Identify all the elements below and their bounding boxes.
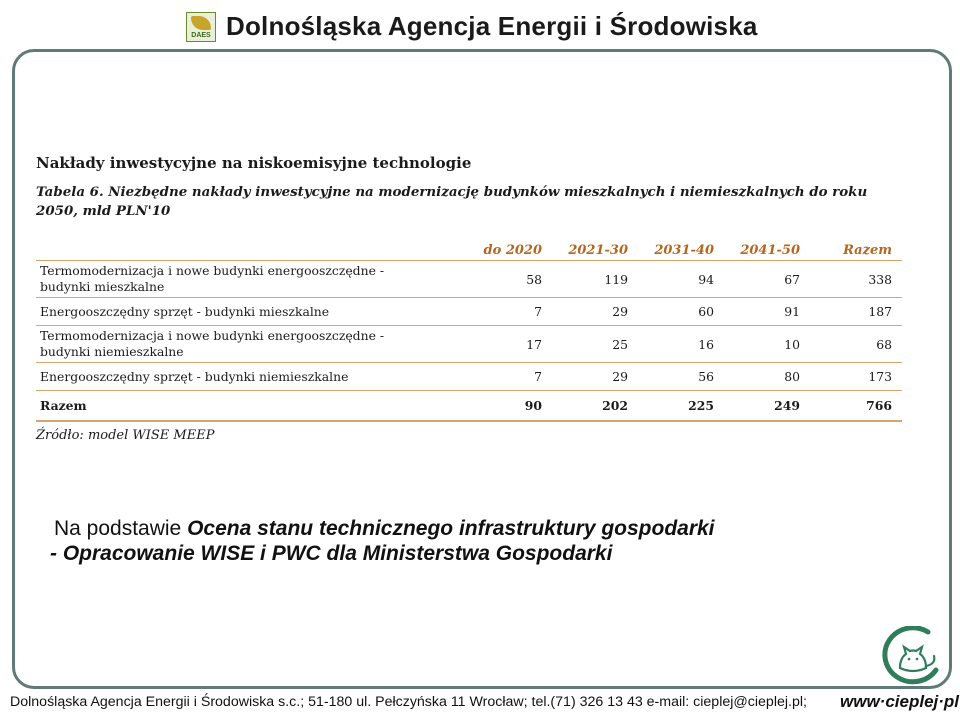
- daes-logo-icon: [186, 12, 216, 42]
- row-label-line-2: budynki niemieszkalne: [40, 344, 184, 359]
- note-title-line-1: Ocena stanu technicznego infrastruktury gospodarki: [187, 517, 715, 540]
- table-cell: 80: [724, 363, 810, 391]
- total-cell: 225: [638, 391, 724, 422]
- table-cell: 16: [638, 326, 724, 363]
- header-cell: 2031-40: [638, 240, 724, 261]
- table-cell: 68: [810, 326, 902, 363]
- row-label-line-1: Termomodernizacja i nowe budynki energooszczędne -: [40, 328, 385, 343]
- agency-title: Dolnośląska Agencja Energii i Środowiska: [226, 11, 758, 41]
- table-cell: 58: [466, 261, 552, 298]
- table-cell: 56: [638, 363, 724, 391]
- row-label: [36, 326, 466, 363]
- total-cell: 90: [466, 391, 552, 422]
- note-title-line-2: - Opracowanie WISE i PWC dla Ministerstwa Gospodarki: [50, 542, 613, 565]
- row-label-line-1: Energooszczędny sprzęt - budynki niemieszkalne: [40, 368, 349, 384]
- table-cell: 173: [810, 363, 902, 391]
- table-source: Źródło: model WISE MEEP: [36, 428, 215, 443]
- table-row: [36, 298, 902, 326]
- table-cell: 7: [466, 298, 552, 326]
- header-cell-label: [36, 240, 466, 261]
- row-label: [36, 261, 466, 298]
- table-total-row: [36, 391, 902, 422]
- total-cell: 766: [810, 391, 902, 422]
- footer-website-link[interactable]: www·cieplej·pl: [840, 692, 960, 711]
- investment-table: [36, 240, 902, 422]
- table-header-row: [36, 240, 902, 261]
- table-row: [36, 326, 902, 363]
- table-cell: 10: [724, 326, 810, 363]
- logo-text: DAES: [191, 32, 211, 39]
- row-label-line-1: Termomodernizacja i nowe budynki energooszczędne -: [40, 263, 385, 278]
- header-cell: Razem: [810, 240, 902, 261]
- table-cell: 25: [552, 326, 638, 363]
- table-cell: 29: [552, 363, 638, 391]
- row-label: [36, 363, 466, 391]
- table-cell: 67: [724, 261, 810, 298]
- total-label: Razem: [36, 391, 466, 422]
- table-cell: 7: [466, 363, 552, 391]
- header-cell: do 2020: [466, 240, 552, 261]
- table-row: [36, 261, 902, 298]
- table-cell: 91: [724, 298, 810, 326]
- table-cell: 187: [810, 298, 902, 326]
- table-cell: 338: [810, 261, 902, 298]
- header-cell: 2021-30: [552, 240, 638, 261]
- table-cell: 119: [552, 261, 638, 298]
- header-cell: 2041-50: [724, 240, 810, 261]
- total-cell: 249: [724, 391, 810, 422]
- header: [0, 0, 960, 50]
- table-row: [36, 363, 902, 391]
- cat-logo-icon: [876, 626, 946, 688]
- table-cell: 17: [466, 326, 552, 363]
- document-heading: Nakłady inwestycyjne na niskoemisyjne technologie: [36, 154, 472, 172]
- note-prefix: Na podstawie: [54, 517, 188, 540]
- table-caption: Tabela 6. Niezbędne nakłady inwestycyjne na modernizację budynków mieszkalnych i niemieszkalnych do roku 2050, mld PLN'10: [36, 184, 868, 219]
- footer-contact: Dolnośląska Agencja Energii i Środowiska s.c.; 51-180 ul. Pełczyńska 11 Wrocław; tel.(71) 326 13 43 e-mail: cieplej@cieplej.pl;: [10, 694, 807, 710]
- source-note: [50, 516, 715, 566]
- row-label-line-1: Energooszczędny sprzęt - budynki mieszkalne: [40, 303, 330, 319]
- row-label-line-2: budynki mieszkalne: [40, 279, 165, 294]
- table-cell: 94: [638, 261, 724, 298]
- logo-leaf: [191, 16, 211, 30]
- total-cell: 202: [552, 391, 638, 422]
- table-cell: 60: [638, 298, 724, 326]
- row-label: [36, 298, 466, 326]
- table-cell: 29: [552, 298, 638, 326]
